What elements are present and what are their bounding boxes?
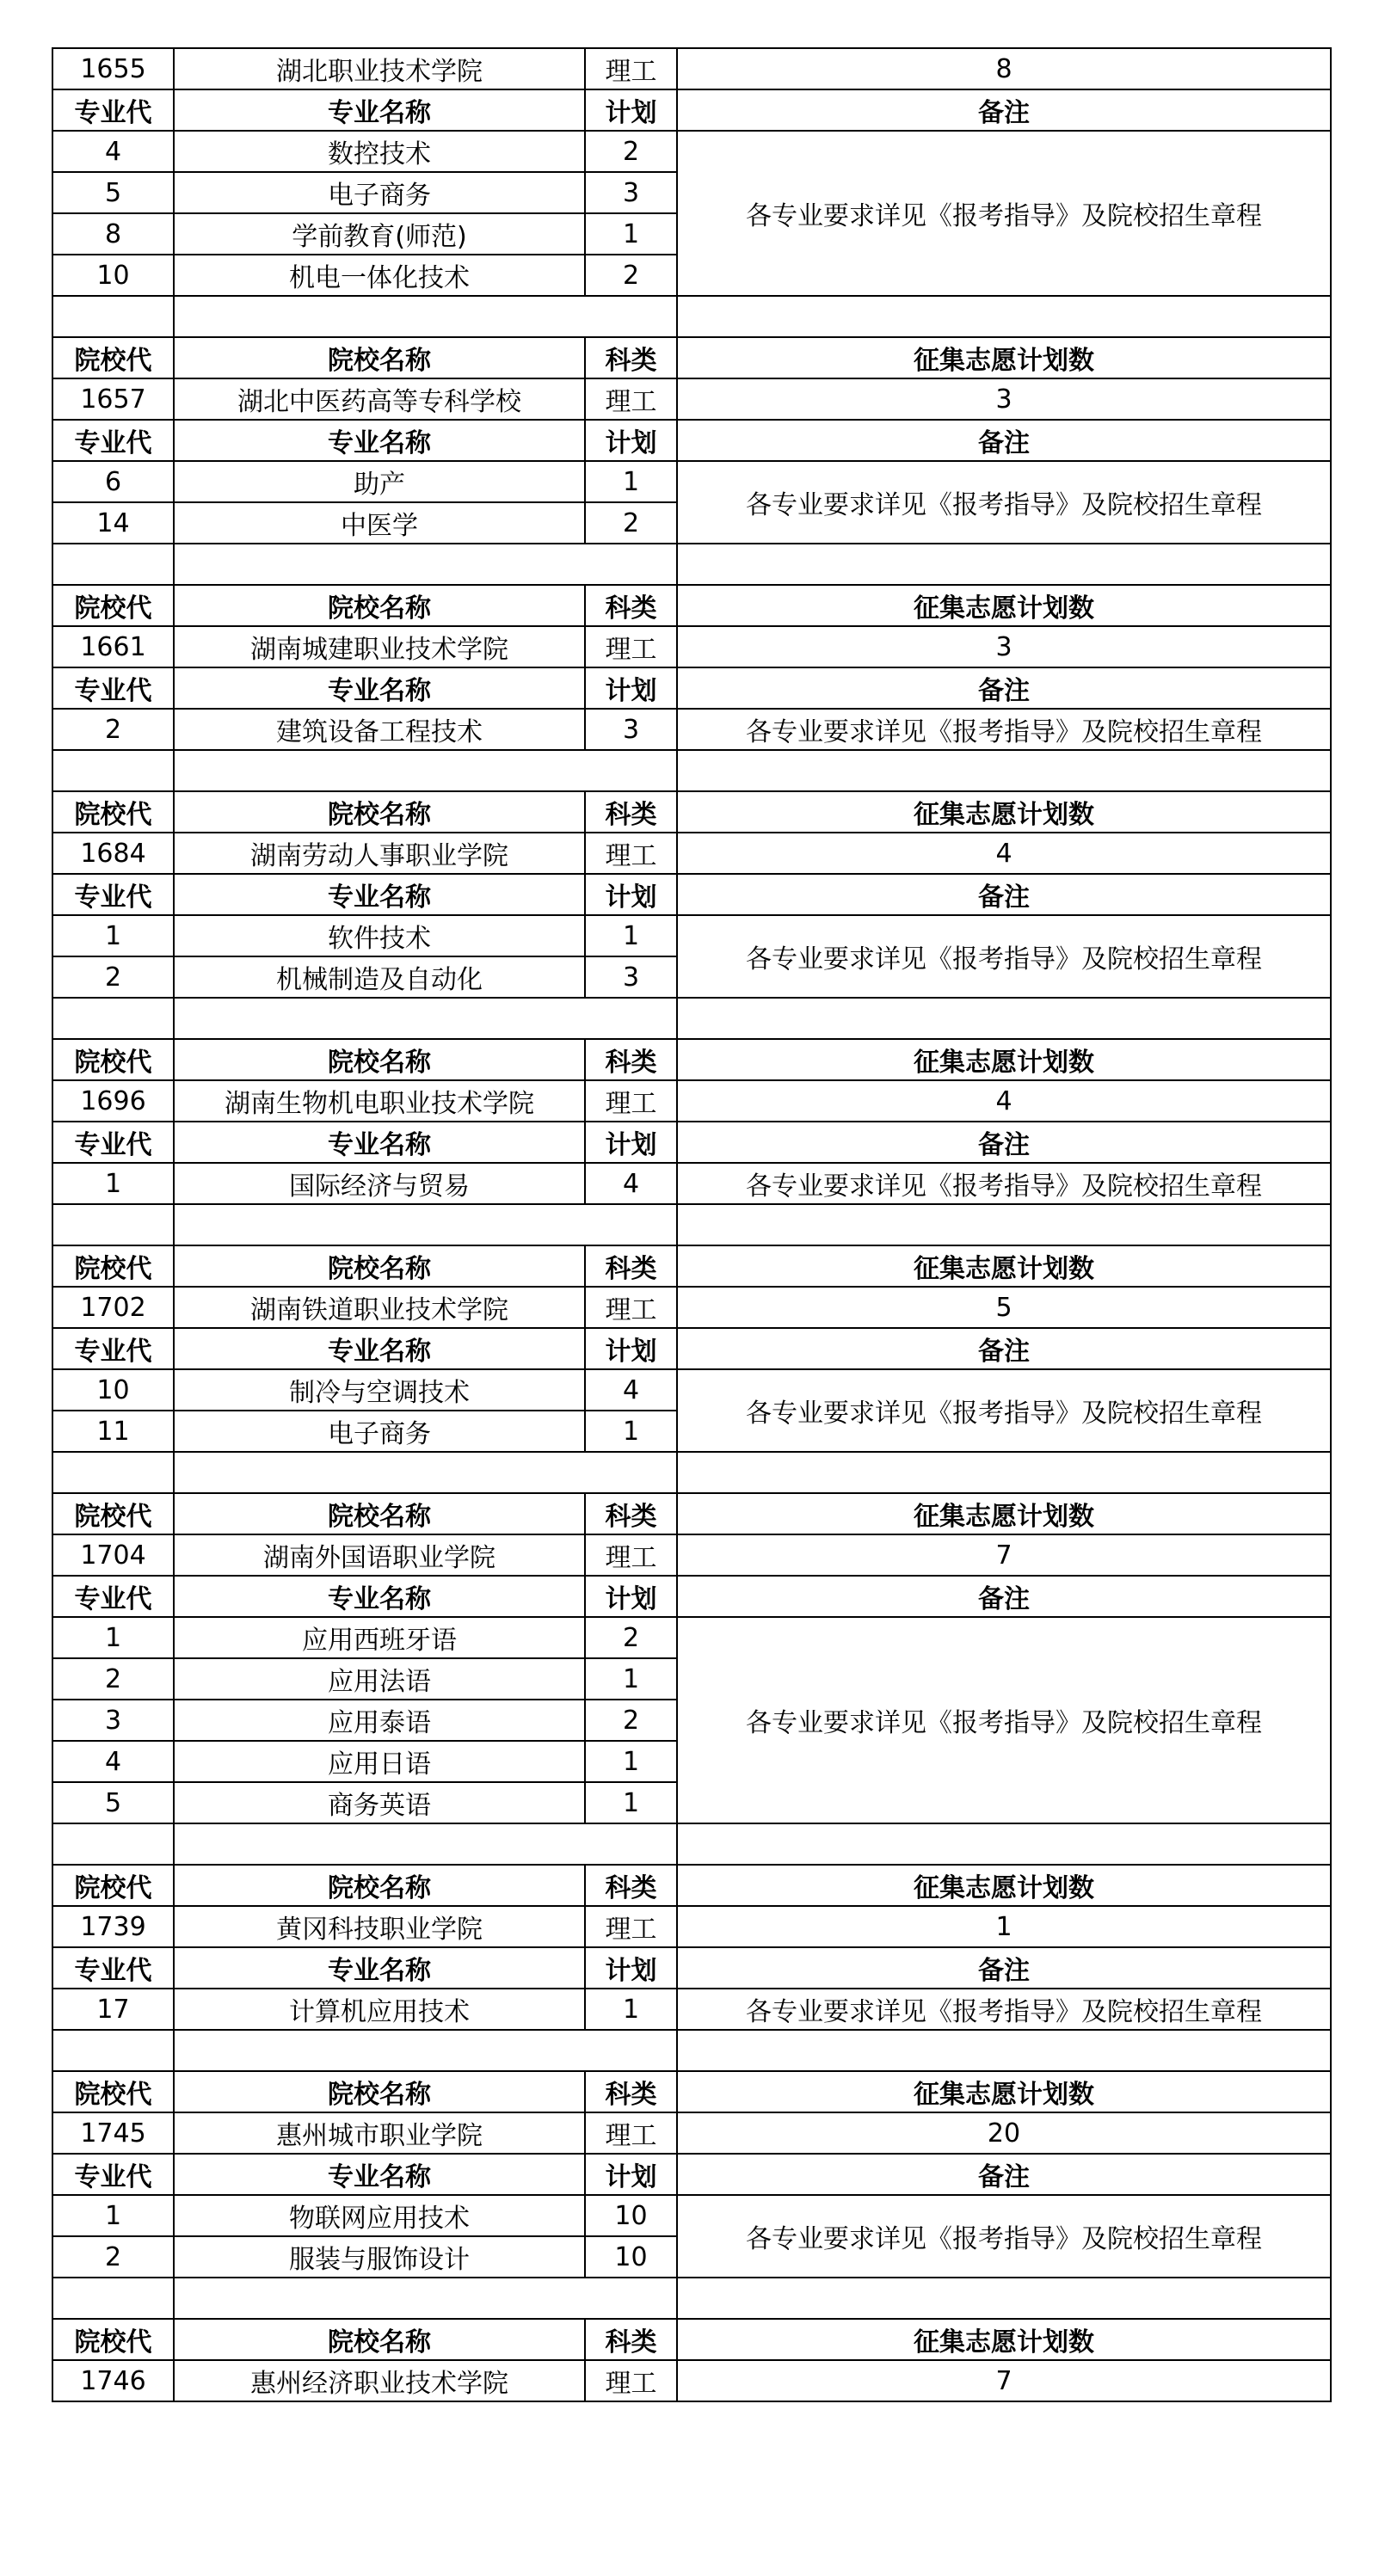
major-header-row [52,1122,1331,1163]
school-name-cell: 湖北中医药高等专科学校 [174,378,585,420]
school-code-header: 院校代 [52,791,174,833]
major-name-cell: 软件技术 [174,915,585,956]
major-name-cell: 学前教育(师范) [174,213,585,255]
major-plan-header: 计划 [585,420,677,461]
major-code-cell: 6 [52,461,174,502]
major-plan-cell: 10 [585,2195,677,2236]
school-code-cell: 1655 [52,48,174,89]
school-code-cell: 1696 [52,1080,174,1122]
school-name-header: 院校名称 [174,337,585,378]
school-category-cell: 理工 [585,833,677,874]
major-name-cell: 应用西班牙语 [174,1617,585,1658]
separator-row [52,998,1331,1039]
school-plan-cell: 4 [677,833,1331,874]
separator-row [52,2030,1331,2071]
separator-cell-mid [174,296,677,337]
school-code-header: 院校代 [52,2071,174,2112]
category-header: 科类 [585,337,677,378]
remark-cell: 各专业要求详见《报考指导》及院校招生章程 [677,1617,1331,1823]
major-code-cell: 10 [52,255,174,296]
major-row [52,915,1331,956]
major-code-cell: 2 [52,1658,174,1700]
separator-row [52,1204,1331,1245]
major-plan-cell: 1 [585,1741,677,1782]
category-header: 科类 [585,585,677,626]
major-name-cell: 电子商务 [174,172,585,213]
school-code-header: 院校代 [52,1865,174,1906]
remark-header: 备注 [677,1576,1331,1617]
major-code-header: 专业代 [52,874,174,915]
school-row [52,1287,1331,1328]
school-name-cell: 惠州城市职业学院 [174,2112,585,2154]
separator-cell-right [677,544,1331,585]
school-header-row [52,791,1331,833]
school-header-row [52,585,1331,626]
school-header-row [52,1245,1331,1287]
plan-count-header: 征集志愿计划数 [677,585,1331,626]
major-name-header: 专业名称 [174,2154,585,2195]
school-name-header: 院校名称 [174,1865,585,1906]
major-code-header: 专业代 [52,667,174,709]
major-header-row [52,1328,1331,1369]
remark-header: 备注 [677,667,1331,709]
major-code-cell: 5 [52,172,174,213]
admission-plan-table [52,47,1332,2402]
school-code-cell: 1746 [52,2360,174,2401]
separator-cell-mid [174,750,677,791]
remark-cell: 各专业要求详见《报考指导》及院校招生章程 [677,2195,1331,2278]
school-header-row [52,1865,1331,1906]
remark-cell: 各专业要求详见《报考指导》及院校招生章程 [677,1369,1331,1452]
major-row [52,1163,1331,1204]
major-plan-cell: 2 [585,502,677,544]
separator-cell-left [52,296,174,337]
major-row [52,131,1331,172]
major-code-cell: 4 [52,131,174,172]
school-row [52,626,1331,667]
major-plan-cell: 1 [585,915,677,956]
school-code-header: 院校代 [52,1493,174,1534]
category-header: 科类 [585,1493,677,1534]
school-plan-cell: 1 [677,1906,1331,1947]
separator-cell-left [52,2278,174,2319]
major-name-header: 专业名称 [174,667,585,709]
remark-cell: 各专业要求详见《报考指导》及院校招生章程 [677,131,1331,296]
school-name-header: 院校名称 [174,791,585,833]
major-code-cell: 4 [52,1741,174,1782]
major-name-cell: 国际经济与贸易 [174,1163,585,1204]
major-code-cell: 1 [52,915,174,956]
major-plan-header: 计划 [585,874,677,915]
category-header: 科类 [585,791,677,833]
major-plan-cell: 1 [585,1658,677,1700]
separator-row [52,1823,1331,1865]
school-row [52,2112,1331,2154]
remark-cell: 各专业要求详见《报考指导》及院校招生章程 [677,709,1331,750]
major-row [52,709,1331,750]
school-row [52,1906,1331,1947]
school-name-cell: 黄冈科技职业学院 [174,1906,585,1947]
school-name-cell: 湖南生物机电职业技术学院 [174,1080,585,1122]
separator-row [52,750,1331,791]
major-plan-cell: 10 [585,2236,677,2278]
major-code-header: 专业代 [52,1576,174,1617]
school-category-cell: 理工 [585,1534,677,1576]
major-code-cell: 3 [52,1700,174,1741]
school-row [52,378,1331,420]
school-name-header: 院校名称 [174,2319,585,2360]
major-name-cell: 应用日语 [174,1741,585,1782]
major-code-cell: 1 [52,2195,174,2236]
school-row [52,1080,1331,1122]
school-plan-cell: 7 [677,2360,1331,2401]
school-plan-cell: 3 [677,626,1331,667]
major-name-cell: 电子商务 [174,1411,585,1452]
separator-cell-right [677,1452,1331,1493]
major-code-cell: 2 [52,956,174,998]
school-row [52,48,1331,89]
separator-cell-right [677,998,1331,1039]
school-code-cell: 1739 [52,1906,174,1947]
major-header-row [52,874,1331,915]
major-plan-header: 计划 [585,1122,677,1163]
major-name-cell: 物联网应用技术 [174,2195,585,2236]
remark-header: 备注 [677,1947,1331,1989]
major-code-cell: 5 [52,1782,174,1823]
school-code-cell: 1704 [52,1534,174,1576]
major-name-cell: 建筑设备工程技术 [174,709,585,750]
school-name-header: 院校名称 [174,1245,585,1287]
remark-header: 备注 [677,874,1331,915]
school-category-cell: 理工 [585,1287,677,1328]
major-row [52,2195,1331,2236]
major-plan-cell: 4 [585,1369,677,1411]
school-category-cell: 理工 [585,626,677,667]
major-name-header: 专业名称 [174,1576,585,1617]
school-plan-cell: 5 [677,1287,1331,1328]
major-name-cell: 机械制造及自动化 [174,956,585,998]
major-plan-header: 计划 [585,667,677,709]
remark-header: 备注 [677,2154,1331,2195]
plan-count-header: 征集志愿计划数 [677,1865,1331,1906]
major-header-row [52,2154,1331,2195]
major-name-header: 专业名称 [174,1122,585,1163]
major-code-header: 专业代 [52,2154,174,2195]
major-code-cell: 8 [52,213,174,255]
school-code-cell: 1684 [52,833,174,874]
remark-cell: 各专业要求详见《报考指导》及院校招生章程 [677,915,1331,998]
school-name-header: 院校名称 [174,2071,585,2112]
major-name-header: 专业名称 [174,1947,585,1989]
separator-cell-mid [174,998,677,1039]
separator-row [52,2278,1331,2319]
major-name-header: 专业名称 [174,874,585,915]
plan-count-header: 征集志愿计划数 [677,1245,1331,1287]
school-name-header: 院校名称 [174,585,585,626]
major-name-header: 专业名称 [174,89,585,131]
school-header-row [52,2071,1331,2112]
remark-header: 备注 [677,89,1331,131]
remark-header: 备注 [677,1328,1331,1369]
major-plan-header: 计划 [585,1947,677,1989]
separator-cell-mid [174,1204,677,1245]
separator-cell-mid [174,544,677,585]
major-name-cell: 服装与服饰设计 [174,2236,585,2278]
major-plan-header: 计划 [585,1576,677,1617]
major-plan-cell: 3 [585,709,677,750]
major-code-cell: 11 [52,1411,174,1452]
separator-cell-left [52,998,174,1039]
major-name-cell: 商务英语 [174,1782,585,1823]
remark-cell: 各专业要求详见《报考指导》及院校招生章程 [677,1989,1331,2030]
major-plan-cell: 1 [585,1411,677,1452]
major-plan-cell: 2 [585,1617,677,1658]
school-name-cell: 惠州经济职业技术学院 [174,2360,585,2401]
separator-cell-mid [174,2278,677,2319]
school-header-row [52,1493,1331,1534]
separator-cell-right [677,1823,1331,1865]
separator-cell-mid [174,2030,677,2071]
major-code-cell: 17 [52,1989,174,2030]
school-code-header: 院校代 [52,337,174,378]
school-header-row [52,337,1331,378]
major-name-cell: 机电一体化技术 [174,255,585,296]
category-header: 科类 [585,2071,677,2112]
school-code-cell: 1745 [52,2112,174,2154]
major-plan-cell: 1 [585,1782,677,1823]
major-code-cell: 14 [52,502,174,544]
major-code-header: 专业代 [52,420,174,461]
major-name-cell: 计算机应用技术 [174,1989,585,2030]
school-code-cell: 1702 [52,1287,174,1328]
major-row [52,461,1331,502]
separator-cell-right [677,1204,1331,1245]
school-name-cell: 湖南外国语职业学院 [174,1534,585,1576]
major-code-header: 专业代 [52,1328,174,1369]
major-plan-cell: 1 [585,461,677,502]
major-name-header: 专业名称 [174,1328,585,1369]
plan-count-header: 征集志愿计划数 [677,2319,1331,2360]
major-code-cell: 1 [52,1617,174,1658]
separator-cell-left [52,1823,174,1865]
school-plan-cell: 4 [677,1080,1331,1122]
major-plan-header: 计划 [585,2154,677,2195]
major-header-row [52,420,1331,461]
major-header-row [52,89,1331,131]
school-plan-cell: 8 [677,48,1331,89]
separator-cell-right [677,296,1331,337]
separator-cell-right [677,2278,1331,2319]
major-name-cell: 数控技术 [174,131,585,172]
remark-cell: 各专业要求详见《报考指导》及院校招生章程 [677,461,1331,544]
major-plan-cell: 2 [585,1700,677,1741]
major-code-cell: 10 [52,1369,174,1411]
major-code-cell: 1 [52,1163,174,1204]
separator-row [52,1452,1331,1493]
plan-count-header: 征集志愿计划数 [677,791,1331,833]
separator-cell-left [52,2030,174,2071]
school-header-row [52,2319,1331,2360]
category-header: 科类 [585,1865,677,1906]
major-plan-cell: 4 [585,1163,677,1204]
category-header: 科类 [585,1039,677,1080]
separator-cell-mid [174,1452,677,1493]
plan-count-header: 征集志愿计划数 [677,337,1331,378]
school-header-row [52,1039,1331,1080]
major-plan-header: 计划 [585,1328,677,1369]
major-code-header: 专业代 [52,1947,174,1989]
separator-cell-mid [174,1823,677,1865]
major-row [52,1369,1331,1411]
school-row [52,833,1331,874]
major-plan-cell: 2 [585,255,677,296]
school-code-header: 院校代 [52,585,174,626]
separator-row [52,544,1331,585]
major-plan-header: 计划 [585,89,677,131]
major-code-cell: 2 [52,2236,174,2278]
major-name-cell: 应用法语 [174,1658,585,1700]
category-header: 科类 [585,2319,677,2360]
major-name-cell: 助产 [174,461,585,502]
school-name-cell: 湖南城建职业技术学院 [174,626,585,667]
separator-row [52,296,1331,337]
major-name-header: 专业名称 [174,420,585,461]
school-code-header: 院校代 [52,2319,174,2360]
school-category-cell: 理工 [585,2112,677,2154]
major-name-cell: 中医学 [174,502,585,544]
school-name-cell: 湖南铁道职业技术学院 [174,1287,585,1328]
separator-cell-right [677,750,1331,791]
plan-count-header: 征集志愿计划数 [677,1493,1331,1534]
major-plan-cell: 1 [585,1989,677,2030]
plan-count-header: 征集志愿计划数 [677,1039,1331,1080]
major-plan-cell: 2 [585,131,677,172]
school-category-cell: 理工 [585,48,677,89]
remark-header: 备注 [677,1122,1331,1163]
major-row [52,1617,1331,1658]
major-plan-cell: 3 [585,956,677,998]
major-name-cell: 制冷与空调技术 [174,1369,585,1411]
school-code-cell: 1657 [52,378,174,420]
remark-cell: 各专业要求详见《报考指导》及院校招生章程 [677,1163,1331,1204]
school-plan-cell: 20 [677,2112,1331,2154]
separator-cell-left [52,750,174,791]
school-category-cell: 理工 [585,1080,677,1122]
school-plan-cell: 7 [677,1534,1331,1576]
category-header: 科类 [585,1245,677,1287]
separator-cell-left [52,544,174,585]
separator-cell-left [52,1452,174,1493]
school-plan-cell: 3 [677,378,1331,420]
remark-header: 备注 [677,420,1331,461]
school-code-header: 院校代 [52,1039,174,1080]
major-header-row [52,1576,1331,1617]
major-row [52,1989,1331,2030]
school-name-cell: 湖南劳动人事职业学院 [174,833,585,874]
separator-cell-left [52,1204,174,1245]
school-name-cell: 湖北职业技术学院 [174,48,585,89]
school-name-header: 院校名称 [174,1493,585,1534]
major-header-row [52,667,1331,709]
major-code-header: 专业代 [52,1122,174,1163]
school-name-header: 院校名称 [174,1039,585,1080]
school-category-cell: 理工 [585,378,677,420]
school-code-cell: 1661 [52,626,174,667]
school-category-cell: 理工 [585,2360,677,2401]
separator-cell-right [677,2030,1331,2071]
major-code-cell: 2 [52,709,174,750]
major-plan-cell: 3 [585,172,677,213]
major-name-cell: 应用泰语 [174,1700,585,1741]
school-row [52,2360,1331,2401]
school-code-header: 院校代 [52,1245,174,1287]
school-row [52,1534,1331,1576]
school-category-cell: 理工 [585,1906,677,1947]
plan-count-header: 征集志愿计划数 [677,2071,1331,2112]
major-code-header: 专业代 [52,89,174,131]
major-plan-cell: 1 [585,213,677,255]
major-header-row [52,1947,1331,1989]
